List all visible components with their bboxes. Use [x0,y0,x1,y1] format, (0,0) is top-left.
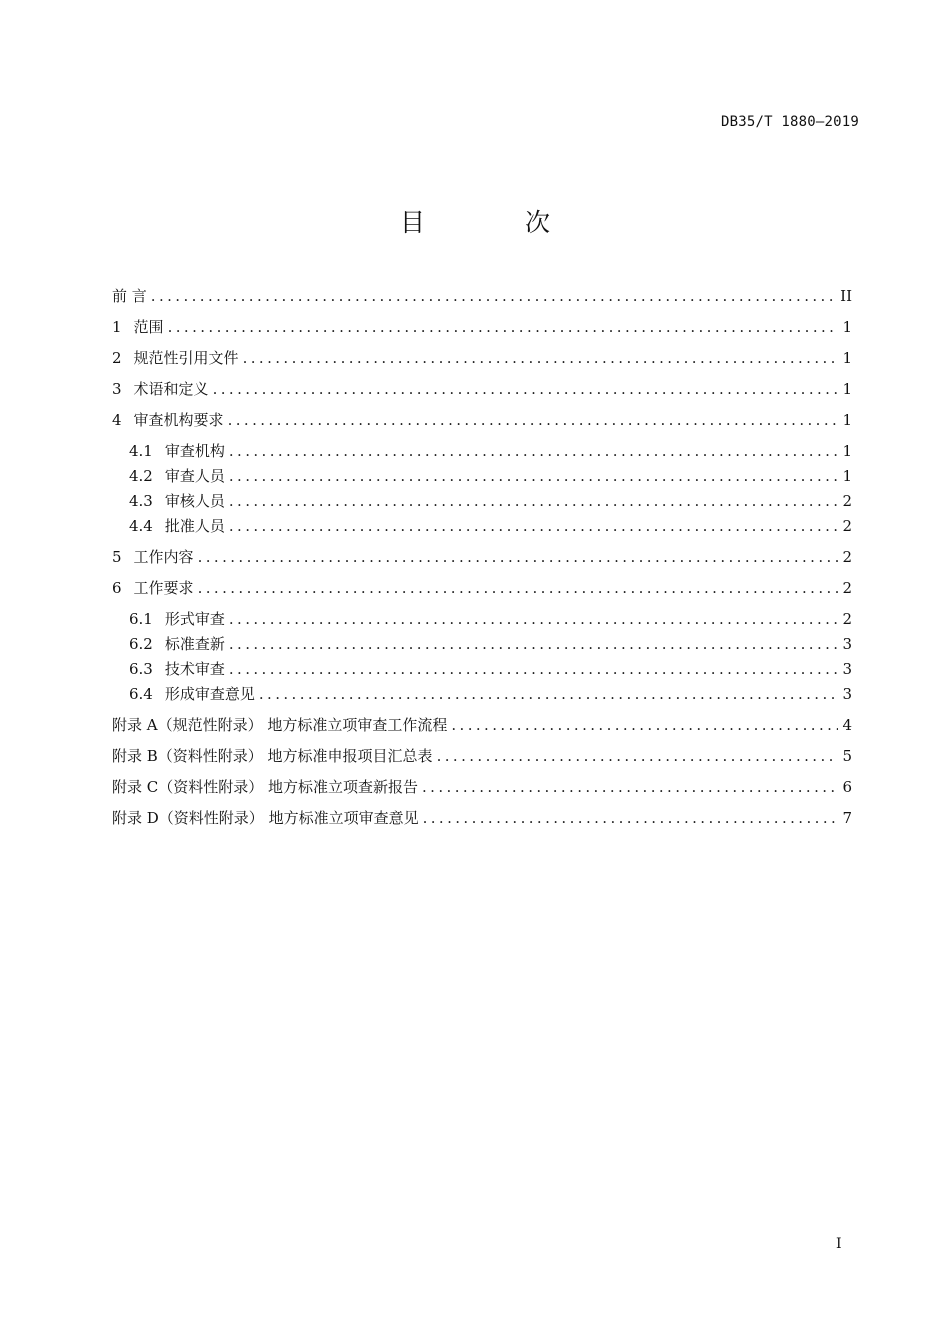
toc-entry[interactable] [112,465,852,490]
toc-entry[interactable] [112,714,852,739]
toc-entry[interactable] [112,608,852,633]
page-number: I [836,1236,842,1252]
toc-entry-page: II [840,287,852,305]
toc-entry[interactable] [112,745,852,770]
toc-entry[interactable] [112,285,852,310]
toc-entry[interactable] [112,776,852,801]
toc-entry-page: 1 [842,467,852,485]
toc-entry-label: 术语和定义 [133,380,209,398]
toc-entry[interactable] [112,316,852,341]
table-of-contents [112,285,852,832]
toc-entry-page: 2 [842,517,852,535]
document-code: DB35/T 1880—2019 [720,114,859,130]
toc-entry-number: 5 [112,548,122,566]
toc-entry[interactable] [112,378,852,403]
toc-entry[interactable] [112,683,852,708]
toc-entry[interactable] [112,577,852,602]
toc-dot-leader [451,716,838,734]
toc-dot-leader [437,747,838,765]
toc-dot-leader [229,467,838,485]
toc-entry-number: 6.1 [129,610,153,628]
toc-dot-leader [422,778,838,796]
toc-entry-page: 1 [842,380,852,398]
toc-entry-number: 6.3 [129,660,153,678]
toc-dot-leader [229,517,838,535]
toc-entry[interactable] [112,440,852,465]
toc-dot-leader [213,380,838,398]
toc-entry-page: 7 [842,809,852,827]
toc-entry-page: 1 [842,318,852,336]
toc-dot-leader [229,492,838,510]
toc-dot-leader [151,287,836,305]
toc-entry[interactable] [112,633,852,658]
toc-entry-label: 形成审查意见 [164,685,255,703]
toc-dot-leader [198,548,838,566]
toc-entry-number: 4.4 [129,517,153,535]
toc-dot-leader [168,318,838,336]
toc-entry-page: 5 [842,747,852,765]
toc-dot-leader [229,442,838,460]
toc-entry-page: 1 [842,349,852,367]
toc-entry-page: 3 [842,660,852,678]
toc-entry-number: 3 [112,380,122,398]
toc-entry-label: 技术审查 [164,660,225,678]
toc-entry-label: 附录 A（规范性附录） 地方标准立项审查工作流程 [112,716,448,734]
toc-entry-label: 工作内容 [133,548,194,566]
toc-entry-label: 审查机构 [164,442,225,460]
toc-entry-number: 4.3 [129,492,153,510]
toc-entry-number: 2 [112,349,122,367]
toc-entry-label: 批准人员 [164,517,225,535]
toc-entry[interactable] [112,515,852,540]
toc-entry-label: 规范性引用文件 [133,349,239,367]
toc-entry-label: 范围 [133,318,164,336]
toc-entry-number: 4.2 [129,467,153,485]
toc-entry-label: 附录 C（资料性附录） 地方标准立项查新报告 [112,778,419,796]
toc-entry-page: 2 [842,492,852,510]
toc-dot-leader [228,411,838,429]
toc-entry[interactable] [112,347,852,372]
toc-entry-label: 前 言 [112,287,147,305]
toc-entry-page: 6 [842,778,852,796]
toc-entry[interactable] [112,807,852,832]
toc-entry[interactable] [112,490,852,515]
toc-entry[interactable] [112,658,852,683]
toc-entry-number: 6 [112,579,122,597]
toc-entry-page: 3 [842,635,852,653]
toc-entry-label: 标准查新 [164,635,225,653]
toc-entry-label: 形式审查 [164,610,225,628]
toc-entry-number: 4 [112,411,122,429]
toc-entry-label: 附录 B（资料性附录） 地方标准申报项目汇总表 [112,747,433,765]
toc-dot-leader [259,685,838,703]
toc-dot-leader [198,579,838,597]
toc-title: 目 次 [400,208,596,237]
toc-entry-page: 1 [842,442,852,460]
toc-entry-page: 3 [842,685,852,703]
toc-entry-number: 6.4 [129,685,153,703]
toc-entry-page: 4 [842,716,852,734]
toc-dot-leader [229,660,838,678]
toc-dot-leader [229,635,838,653]
toc-dot-leader [243,349,838,367]
toc-entry-number: 1 [112,318,122,336]
toc-entry-label: 工作要求 [133,579,194,597]
toc-entry-number: 4.1 [129,442,153,460]
toc-entry-page: 2 [842,579,852,597]
toc-entry[interactable] [112,409,852,434]
toc-entry-page: 2 [842,548,852,566]
toc-dot-leader [423,809,838,827]
toc-dot-leader [229,610,838,628]
toc-entry-page: 1 [842,411,852,429]
toc-entry[interactable] [112,546,852,571]
toc-entry-label: 审查人员 [164,467,225,485]
toc-entry-label: 审核人员 [164,492,225,510]
toc-entry-label: 附录 D（资料性附录） 地方标准立项审查意见 [112,809,419,827]
toc-entry-label: 审查机构要求 [133,411,224,429]
toc-entry-number: 6.2 [129,635,153,653]
toc-entry-page: 2 [842,610,852,628]
